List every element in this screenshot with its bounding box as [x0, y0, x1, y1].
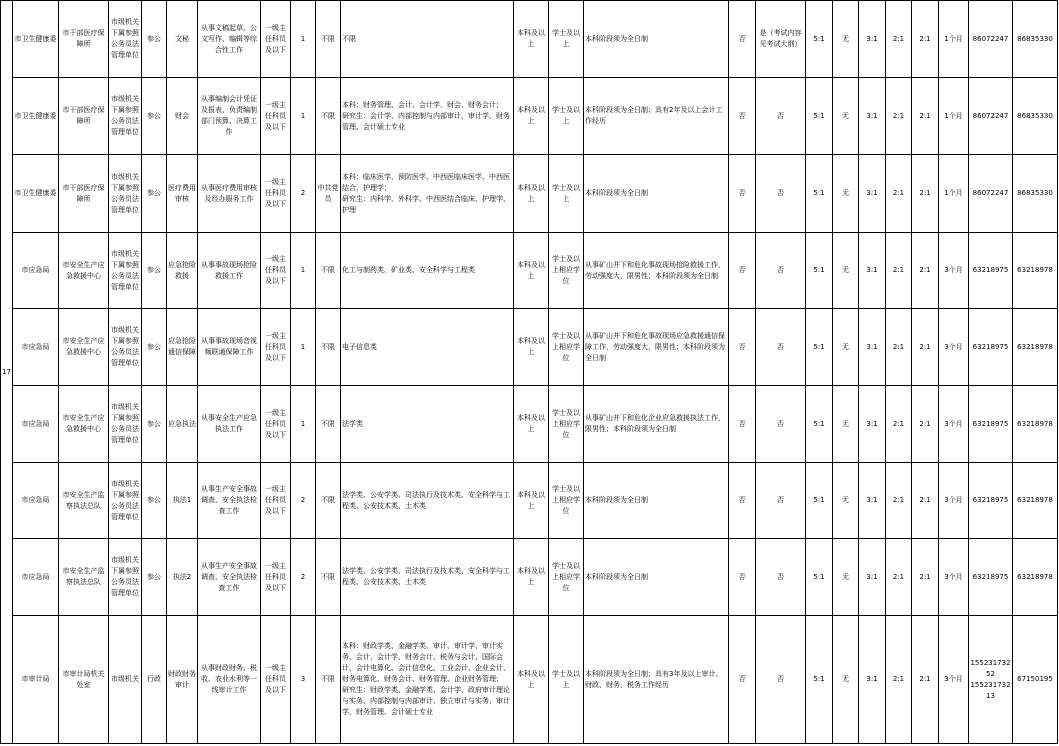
professional-test-cell: 否 — [756, 386, 806, 463]
weight-2-cell: 2:1 — [886, 616, 912, 744]
interview-ratio-cell: 5:1 — [806, 386, 833, 463]
position-cell: 财会 — [167, 78, 198, 155]
professional-test-cell: 否 — [756, 539, 806, 616]
degree-cell: 学士及以上 — [549, 78, 584, 155]
professional-test-cell: 否 — [756, 309, 806, 386]
major-cell: 本科：财政学类、金融学类、审计、审计学、审计实务、会计、会计学、财务会计、税务与会计、国际会计、会计电算化、会计信息化、工业会计、企业会计、财务电算化、财务会计、财务管理、企业财务管理； 研究生：财政学类、金融学类、会计学、政府审计理论与实务、内部控制与内部审计、独立审计与实务、审计学、财务管理、会计硕士专业 — [341, 616, 514, 744]
weight-2-cell: 2:1 — [886, 78, 912, 155]
unit-type-cell: 市级机关下属参照公务员法管理单位 — [109, 386, 142, 463]
fixed-ratio-cell: 无 — [833, 309, 859, 386]
probation-period-cell: 3个月 — [939, 233, 969, 309]
duties-cell: 从事编制会计凭证及报表、负责编制部门预算、决算工作 — [198, 78, 261, 155]
contact-phone-cell: 63218975 — [969, 386, 1013, 463]
interview-ratio-cell: 5:1 — [806, 1, 833, 78]
table-row — [1, 539, 1058, 616]
level-cell: 一级主任科员及以下 — [261, 386, 291, 463]
contact-phone-cell: 63218975 — [969, 309, 1013, 386]
level-cell: 一级主任科员及以下 — [261, 233, 291, 309]
position-cell: 医疗费用审核 — [167, 155, 198, 233]
interview-ratio-cell: 5:1 — [806, 463, 833, 539]
education-cell: 本科及以上 — [514, 1, 549, 78]
probation-period-cell: 3个月 — [939, 616, 969, 744]
headcount-cell: 1 — [291, 233, 316, 309]
positions-table-body — [1, 1, 1058, 744]
headcount-cell: 1 — [291, 309, 316, 386]
weight-2-cell: 2:1 — [886, 463, 912, 539]
unit-type-cell: 市级机关下属参照公务员法管理单位 — [109, 463, 142, 539]
education-cell: 本科及以上 — [514, 386, 549, 463]
weight-3-cell: 2:1 — [912, 616, 939, 744]
weight-1-cell: 3:1 — [859, 616, 886, 744]
weight-1-cell: 3:1 — [859, 309, 886, 386]
weight-2-cell: 2:1 — [886, 309, 912, 386]
major-cell: 法学类、公安学类、司法执行及技术类、安全科学与工程类、公安技术类、土木类 — [341, 463, 514, 539]
headcount-cell: 1 — [291, 78, 316, 155]
major-cell: 化工与制药类、矿业类、安全科学与工程类 — [341, 233, 514, 309]
probation-period-cell: 3个月 — [939, 309, 969, 386]
other-requirements-cell: 本科阶段须为全日制 — [584, 463, 729, 539]
fixed-ratio-cell: 无 — [833, 463, 859, 539]
degree-cell: 学士及以上 — [549, 155, 584, 233]
major-cell: 本科：财务管理、会计、会计学、财会、财务会计； 研究生：会计学、内部控制与内部审计、审计学、财务管理、会计硕士专业 — [341, 78, 514, 155]
weight-2-cell: 2:1 — [886, 539, 912, 616]
duties-cell: 从事安全生产应急执法工作 — [198, 386, 261, 463]
weight-1-cell: 3:1 — [859, 1, 886, 78]
unit-cell: 市审计局机关处室 — [59, 616, 109, 744]
exam-cell: 否 — [729, 155, 756, 233]
unit-type-cell: 市级机关下属参照公务员法管理单位 — [109, 539, 142, 616]
weight-3-cell: 2:1 — [912, 463, 939, 539]
other-requirements-cell: 本科阶段须为全日制；具有2年及以上会计工作经历 — [584, 78, 729, 155]
other-requirements-cell: 从事矿山井下和危化事故现场抢险救援工作，劳动强度大，限男性；本科阶段须为全日制 — [584, 233, 729, 309]
level-cell: 一级主任科员及以下 — [261, 539, 291, 616]
table-row — [1, 155, 1058, 233]
education-cell: 本科及以上 — [514, 463, 549, 539]
department-cell: 市卫生健康委 — [13, 78, 59, 155]
degree-cell: 学士及以上 — [549, 616, 584, 744]
category-cell: 参公 — [142, 155, 167, 233]
weight-3-cell: 2:1 — [912, 78, 939, 155]
degree-cell: 学士及以上相应学位 — [549, 539, 584, 616]
duties-cell: 从事生产安全事故调查、安全执法检查工作 — [198, 539, 261, 616]
degree-cell: 学士及以上相应学位 — [549, 386, 584, 463]
degree-cell: 学士及以上相应学位 — [549, 309, 584, 386]
major-cell: 电子信息类 — [341, 309, 514, 386]
weight-1-cell: 3:1 — [859, 386, 886, 463]
unit-type-cell: 市级机关下属参照公务员法管理单位 — [109, 155, 142, 233]
education-cell: 本科及以上 — [514, 616, 549, 744]
weight-1-cell: 3:1 — [859, 463, 886, 539]
table-row — [1, 616, 1058, 744]
fixed-ratio-cell: 无 — [833, 386, 859, 463]
professional-test-cell: 是（考试内容见考试大纲） — [756, 1, 806, 78]
position-cell: 财政财务审计 — [167, 616, 198, 744]
fixed-ratio-cell: 无 — [833, 616, 859, 744]
duties-cell: 从事事故现场抢险救援工作 — [198, 233, 261, 309]
category-cell: 参公 — [142, 1, 167, 78]
professional-test-cell: 否 — [756, 463, 806, 539]
headcount-cell: 1 — [291, 1, 316, 78]
weight-1-cell: 3:1 — [859, 539, 886, 616]
headcount-cell: 1 — [291, 386, 316, 463]
supervision-phone-cell: 63218978 — [1013, 463, 1058, 539]
duties-cell: 从事医疗费用审核及经办服务工作 — [198, 155, 261, 233]
unit-cell: 市干部医疗保障所 — [59, 1, 109, 78]
category-cell: 参公 — [142, 78, 167, 155]
unit-cell: 市干部医疗保障所 — [59, 155, 109, 233]
other-requirements-cell: 本科阶段须为全日制；具有3年及以上审计、财政、财务、税务工作经历 — [584, 616, 729, 744]
probation-period-cell: 1个月 — [939, 78, 969, 155]
department-cell: 市卫生健康委 — [13, 155, 59, 233]
supervision-phone-cell: 63218978 — [1013, 539, 1058, 616]
headcount-cell: 2 — [291, 155, 316, 233]
weight-3-cell: 2:1 — [912, 1, 939, 78]
probation-period-cell: 3个月 — [939, 539, 969, 616]
degree-cell: 学士及以上相应学位 — [549, 463, 584, 539]
unit-type-cell: 市级机关 — [109, 616, 142, 744]
supervision-phone-cell: 63218978 — [1013, 386, 1058, 463]
political-status-cell: 不限 — [316, 309, 341, 386]
political-status-cell: 不限 — [316, 616, 341, 744]
weight-3-cell: 2:1 — [912, 309, 939, 386]
weight-3-cell: 2:1 — [912, 386, 939, 463]
supervision-phone-cell: 86835330 — [1013, 1, 1058, 78]
exam-cell: 否 — [729, 463, 756, 539]
exam-cell: 否 — [729, 616, 756, 744]
level-cell: 一级主任科员及以下 — [261, 463, 291, 539]
exam-cell: 否 — [729, 78, 756, 155]
interview-ratio-cell: 5:1 — [806, 616, 833, 744]
education-cell: 本科及以上 — [514, 309, 549, 386]
political-status-cell: 不限 — [316, 463, 341, 539]
major-cell: 法学类 — [341, 386, 514, 463]
position-cell: 应急抢险通信保障 — [167, 309, 198, 386]
probation-period-cell: 1个月 — [939, 155, 969, 233]
level-cell: 一级主任科员及以下 — [261, 78, 291, 155]
probation-period-cell: 3个月 — [939, 386, 969, 463]
contact-phone-cell: 63218975 — [969, 539, 1013, 616]
political-status-cell: 不限 — [316, 233, 341, 309]
exam-cell: 否 — [729, 309, 756, 386]
exam-cell: 否 — [729, 1, 756, 78]
degree-cell: 学士及以上相应学位 — [549, 233, 584, 309]
unit-cell: 市安全生产监察执法总队 — [59, 539, 109, 616]
category-cell: 参公 — [142, 233, 167, 309]
contact-phone-cell: 86072247 — [969, 78, 1013, 155]
interview-ratio-cell: 5:1 — [806, 539, 833, 616]
exam-cell: 否 — [729, 539, 756, 616]
fixed-ratio-cell: 无 — [833, 78, 859, 155]
position-cell: 应急执法 — [167, 386, 198, 463]
contact-phone-cell: 86072247 — [969, 1, 1013, 78]
contact-phone-cell: 63218975 — [969, 233, 1013, 309]
level-cell: 一级主任科员及以下 — [261, 616, 291, 744]
supervision-phone-cell: 86835330 — [1013, 155, 1058, 233]
fixed-ratio-cell: 无 — [833, 155, 859, 233]
probation-period-cell: 3个月 — [939, 463, 969, 539]
weight-3-cell: 2:1 — [912, 233, 939, 309]
weight-2-cell: 2:1 — [886, 386, 912, 463]
education-cell: 本科及以上 — [514, 233, 549, 309]
major-cell: 本科：临床医学、预防医学、中西医临床医学、中西医结合、护理学； 研究生：内科学、外科学、中西医结合临床、护理学、护理 — [341, 155, 514, 233]
level-cell: 一级主任科员及以下 — [261, 309, 291, 386]
exam-cell: 否 — [729, 233, 756, 309]
position-cell: 执法2 — [167, 539, 198, 616]
weight-1-cell: 3:1 — [859, 78, 886, 155]
position-cell: 应急抢险救援 — [167, 233, 198, 309]
political-status-cell: 不限 — [316, 78, 341, 155]
unit-type-cell: 市级机关下属参照公务员法管理单位 — [109, 233, 142, 309]
interview-ratio-cell: 5:1 — [806, 309, 833, 386]
weight-1-cell: 3:1 — [859, 155, 886, 233]
education-cell: 本科及以上 — [514, 539, 549, 616]
political-status-cell: 不限 — [316, 539, 341, 616]
department-cell: 市应急局 — [13, 463, 59, 539]
fixed-ratio-cell: 无 — [833, 1, 859, 78]
fixed-ratio-cell: 无 — [833, 233, 859, 309]
degree-cell: 学士及以上 — [549, 1, 584, 78]
table-row — [1, 78, 1058, 155]
category-cell: 参公 — [142, 309, 167, 386]
headcount-cell: 2 — [291, 539, 316, 616]
exam-cell: 否 — [729, 386, 756, 463]
probation-period-cell: 1个月 — [939, 1, 969, 78]
professional-test-cell: 否 — [756, 155, 806, 233]
professional-test-cell: 否 — [756, 616, 806, 744]
department-cell: 市应急局 — [13, 309, 59, 386]
other-requirements-cell: 从事矿山井下和危化事故现场应急救援通信保障工作，劳动强度大，限男性；本科阶段须为全日制 — [584, 309, 729, 386]
duties-cell: 从事事故现场音视频联通保障工作 — [198, 309, 261, 386]
unit-cell: 市干部医疗保障所 — [59, 78, 109, 155]
supervision-phone-cell: 63218978 — [1013, 233, 1058, 309]
weight-2-cell: 2:1 — [886, 1, 912, 78]
other-requirements-cell: 本科阶段须为全日制 — [584, 539, 729, 616]
headcount-cell: 3 — [291, 616, 316, 744]
position-cell: 执法1 — [167, 463, 198, 539]
weight-2-cell: 2:1 — [886, 233, 912, 309]
department-cell: 市卫生健康委 — [13, 1, 59, 78]
professional-test-cell: 否 — [756, 78, 806, 155]
department-cell: 市审计局 — [13, 616, 59, 744]
duties-cell: 从事文稿起草、公文写作、编辑等综合性工作 — [198, 1, 261, 78]
political-status-cell: 中共党员 — [316, 155, 341, 233]
weight-3-cell: 2:1 — [912, 539, 939, 616]
interview-ratio-cell: 5:1 — [806, 155, 833, 233]
education-cell: 本科及以上 — [514, 155, 549, 233]
category-cell: 参公 — [142, 539, 167, 616]
position-cell: 文秘 — [167, 1, 198, 78]
unit-type-cell: 市级机关下属参照公务员法管理单位 — [109, 78, 142, 155]
headcount-cell: 2 — [291, 463, 316, 539]
unit-type-cell: 市级机关下属参照公务员法管理单位 — [109, 309, 142, 386]
table-row — [1, 463, 1058, 539]
other-requirements-cell: 本科阶段须为全日制 — [584, 1, 729, 78]
other-requirements-cell: 本科阶段须为全日制 — [584, 155, 729, 233]
supervision-phone-cell: 67150195 — [1013, 616, 1058, 744]
sequence-number-cell: 17 — [1, 1, 13, 744]
supervision-phone-cell: 86835330 — [1013, 78, 1058, 155]
contact-phone-cell: 63218975 — [969, 463, 1013, 539]
supervision-phone-cell: 63218978 — [1013, 309, 1058, 386]
professional-test-cell: 否 — [756, 233, 806, 309]
interview-ratio-cell: 5:1 — [806, 233, 833, 309]
weight-3-cell: 2:1 — [912, 155, 939, 233]
department-cell: 市应急局 — [13, 539, 59, 616]
fixed-ratio-cell: 无 — [833, 539, 859, 616]
weight-2-cell: 2:1 — [886, 155, 912, 233]
department-cell: 市应急局 — [13, 386, 59, 463]
duties-cell: 从事财政财务、税收、农业水利等一线审计工作 — [198, 616, 261, 744]
unit-cell: 市安全生产应急救援中心 — [59, 233, 109, 309]
unit-cell: 市安全生产应急救援中心 — [59, 309, 109, 386]
political-status-cell: 不限 — [316, 1, 341, 78]
category-cell: 参公 — [142, 463, 167, 539]
other-requirements-cell: 从事矿山井下和危化企业应急救援执法工作，限男性；本科阶段须为全日制 — [584, 386, 729, 463]
category-cell: 参公 — [142, 386, 167, 463]
interview-ratio-cell: 5:1 — [806, 78, 833, 155]
unit-cell: 市安全生产监察执法总队 — [59, 463, 109, 539]
category-cell: 行政 — [142, 616, 167, 744]
duties-cell: 从事生产安全事故调查、安全执法检查工作 — [198, 463, 261, 539]
department-cell: 市应急局 — [13, 233, 59, 309]
major-cell: 不限 — [341, 1, 514, 78]
level-cell: 一级主任科员及以下 — [261, 155, 291, 233]
unit-type-cell: 市级机关下属参照公务员法管理单位 — [109, 1, 142, 78]
contact-phone-cell: 15523173252 15523173213 — [969, 616, 1013, 744]
education-cell: 本科及以上 — [514, 78, 549, 155]
unit-cell: 市安全生产应急救援中心 — [59, 386, 109, 463]
contact-phone-cell: 86072247 — [969, 155, 1013, 233]
level-cell: 一级主任科员及以下 — [261, 1, 291, 78]
table-row — [1, 309, 1058, 386]
weight-1-cell: 3:1 — [859, 233, 886, 309]
table-row — [1, 1, 1058, 78]
table-row — [1, 386, 1058, 463]
political-status-cell: 不限 — [316, 386, 341, 463]
major-cell: 法学类、公安学类、司法执行及技术类、安全科学与工程类、公安技术类、土木类 — [341, 539, 514, 616]
table-row — [1, 233, 1058, 309]
